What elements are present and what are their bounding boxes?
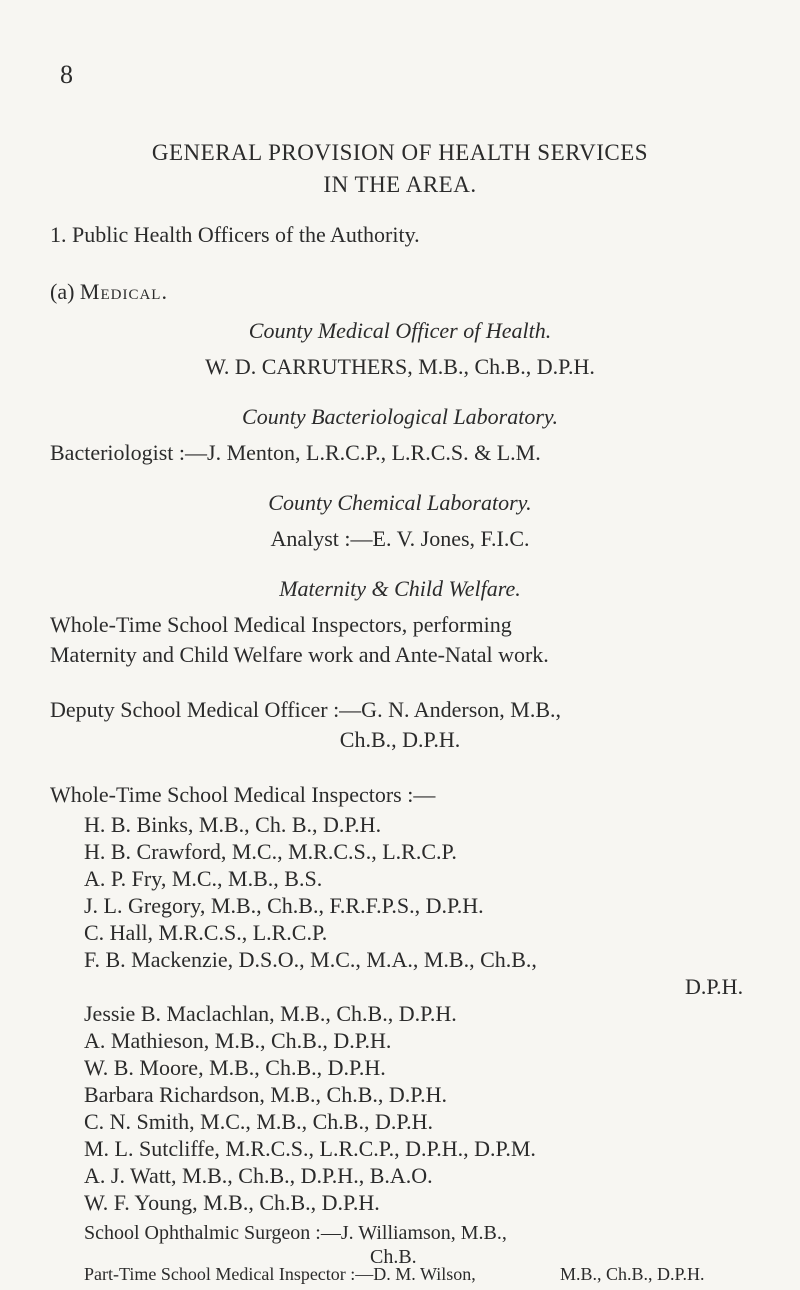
inspector-item: J. L. Gregory, M.B., Ch.B., F.R.F.P.S., D.P.H. (84, 893, 484, 918)
inspector-item: A. Mathieson, M.B., Ch.B., D.P.H. (84, 1028, 392, 1053)
maternity-line-1: Whole-Time School Medical Inspectors, performing (50, 612, 512, 637)
inspector-item: A. J. Watt, M.B., Ch.B., D.P.H., B.A.O. (84, 1163, 433, 1188)
cmoh-heading: County Medical Officer of Health. (248, 318, 552, 343)
inspector-item: C. Hall, M.R.C.S., L.R.C.P. (84, 920, 328, 945)
maternity-heading: Maternity & Child Welfare. (279, 576, 521, 601)
inspector-item: Jessie B. Maclachlan, M.B., Ch.B., D.P.H. (84, 1001, 457, 1026)
subsection-label: Medical. (79, 279, 168, 304)
inspector-item: A. P. Fry, M.C., M.B., B.S. (84, 866, 323, 891)
inspector-item-continuation: D.P.H. (685, 974, 744, 999)
wt-inspectors-heading: Whole-Time School Medical Inspectors :— (50, 782, 436, 807)
part-time-line-1: Part-Time School Medical Inspector :—D. M. Wilson, (84, 1264, 476, 1284)
deputy-line-2: Ch.B., D.P.H. (339, 727, 461, 752)
deputy-line-1: Deputy School Medical Officer :—G. N. Anderson, M.B., (50, 697, 562, 722)
bact-name: Bacteriologist :—J. Menton, L.R.C.P., L.R.C.S. & L.M. (50, 440, 541, 465)
inspector-item: C. N. Smith, M.C., M.B., Ch.B., D.P.H. (84, 1109, 434, 1134)
inspector-item: Barbara Richardson, M.B., Ch.B., D.P.H. (84, 1082, 447, 1107)
ophthalmic-line-2: Ch.B. (370, 1246, 417, 1268)
bact-heading: County Bacteriological Laboratory. (242, 404, 558, 429)
inspector-item: F. B. Mackenzie, D.S.O., M.C., M.A., M.B., Ch.B., (84, 947, 537, 972)
ophthalmic-line-1: School Ophthalmic Surgeon :—J. Williamson, M.B., (84, 1222, 507, 1244)
cmoh-name: W. D. CARRUTHERS, M.B., Ch.B., D.P.H. (205, 354, 595, 379)
inspector-item: H. B. Binks, M.B., Ch. B., D.P.H. (84, 812, 382, 837)
title-line-1: GENERAL PROVISION OF HEALTH SERVICES (151, 140, 649, 165)
page-number: 8 (60, 60, 73, 89)
part-time-line-2: M.B., Ch.B., D.P.H. (560, 1264, 705, 1284)
inspector-item: W. B. Moore, M.B., Ch.B., D.P.H. (84, 1055, 386, 1080)
inspector-item: H. B. Crawford, M.C., M.R.C.S., L.R.C.P. (84, 839, 457, 864)
inspector-item: W. F. Young, M.B., Ch.B., D.P.H. (84, 1190, 380, 1215)
section-1-heading: 1. Public Health Officers of the Authority. (50, 222, 420, 247)
inspector-item: M. L. Sutcliffe, M.R.C.S., L.R.C.P., D.P.H., D.P.M. (84, 1136, 536, 1161)
maternity-line-2: Maternity and Child Welfare work and Ante-Natal work. (50, 642, 549, 667)
chem-name: Analyst :—E. V. Jones, F.I.C. (270, 526, 530, 551)
subsection-marker: (a) (50, 279, 75, 304)
subsection-a (50, 279, 168, 305)
chem-heading: County Chemical Laboratory. (268, 490, 532, 515)
title-line-2: IN THE AREA. (323, 172, 477, 197)
